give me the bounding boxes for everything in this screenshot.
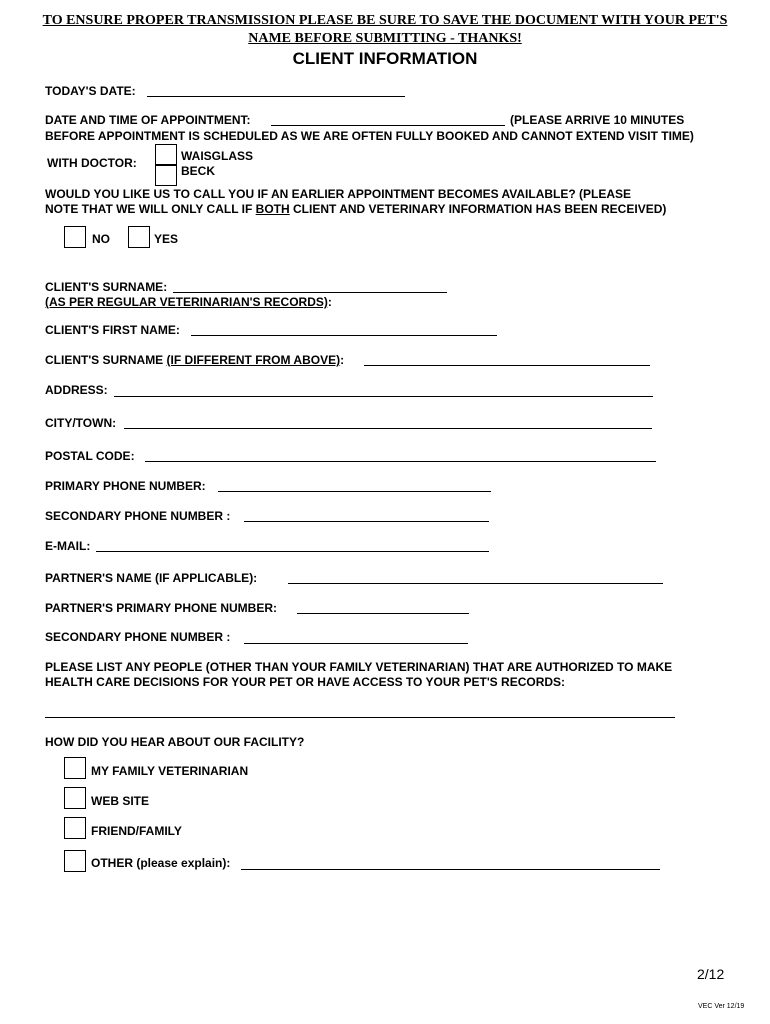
first-name-field[interactable] (191, 335, 497, 336)
email-label: E-MAIL: (45, 539, 91, 553)
appointment-label: DATE AND TIME OF APPOINTMENT: (45, 113, 251, 127)
hear-friend-family-checkbox[interactable] (64, 817, 86, 839)
version-label: VEC Ver 12/19 (698, 1003, 745, 1010)
partner-name-field[interactable] (288, 583, 663, 584)
secondary-phone-field[interactable] (244, 521, 489, 522)
todays-date-field[interactable] (147, 96, 405, 97)
partner-name-label: PARTNER'S NAME (IF APPLICABLE): (45, 571, 258, 585)
call-question-emphasis: BOTH (255, 202, 290, 216)
surname-note-colon: : (327, 295, 332, 309)
hear-friend-family-label: FRIEND/FAMILY (91, 824, 182, 838)
banner-line-1: TO ENSURE PROPER TRANSMISSION PLEASE BE SURE TO SAVE THE DOCUMENT WITH YOUR PET'S (42, 13, 728, 28)
call-question-text-b: CLIENT AND VETERINARY INFORMATION HAS BEEN RECEIVED) (289, 202, 667, 216)
postal-code-field[interactable] (145, 461, 656, 462)
surname-field[interactable] (173, 292, 447, 293)
surname-note (45, 295, 332, 309)
primary-phone-field[interactable] (218, 491, 491, 492)
city-field[interactable] (124, 428, 652, 429)
partner-primary-phone-label: PARTNER'S PRIMARY PHONE NUMBER: (45, 601, 277, 615)
call-question-line-1: WOULD YOU LIKE US TO CALL YOU IF AN EARLIER APPOINTMENT BECOMES AVAILABLE? (PLEASE (45, 187, 632, 201)
call-yes-label: YES (154, 232, 179, 246)
hear-website-label: WEB SITE (91, 794, 150, 808)
partner-secondary-phone-field[interactable] (244, 643, 468, 644)
surname-different-field[interactable] (364, 365, 650, 366)
todays-date-label: TODAY'S DATE: (45, 84, 136, 98)
authorized-people-line-2: HEALTH CARE DECISIONS FOR YOUR PET OR HAVE ACCESS TO YOUR PET'S RECORDS: (45, 675, 566, 689)
address-label: ADDRESS: (45, 383, 108, 397)
doctor-beck-label: BECK (181, 164, 216, 178)
hear-family-vet-checkbox[interactable] (64, 757, 86, 779)
hear-family-vet-label: MY FAMILY VETERINARIAN (91, 764, 249, 778)
banner-line-2: NAME BEFORE SUBMITTING - THANKS! (248, 31, 522, 46)
call-question-text-a: NOTE THAT WE WILL ONLY CALL IF (45, 202, 256, 216)
partner-primary-phone-field[interactable] (297, 613, 469, 614)
page-number: 2/12 (697, 966, 725, 982)
primary-phone-label: PRIMARY PHONE NUMBER: (45, 479, 206, 493)
postal-code-label: POSTAL CODE: (45, 449, 135, 463)
doctor-waisglass-label: WAISGLASS (181, 149, 254, 163)
first-name-label: CLIENT'S FIRST NAME: (45, 323, 180, 337)
hear-other-field[interactable] (241, 869, 660, 870)
doctor-beck-checkbox[interactable] (155, 165, 177, 186)
call-no-checkbox[interactable] (64, 226, 86, 248)
with-doctor-label: WITH DOCTOR: (47, 156, 137, 170)
surname-different-colon: : (340, 353, 345, 367)
hear-website-checkbox[interactable] (64, 787, 86, 809)
call-no-label: NO (92, 232, 110, 246)
authorized-people-field[interactable] (45, 717, 675, 718)
hear-about-question: HOW DID YOU HEAR ABOUT OUR FACILITY? (45, 735, 305, 749)
partner-secondary-phone-label: SECONDARY PHONE NUMBER : (45, 630, 231, 644)
authorized-people-line-1: PLEASE LIST ANY PEOPLE (OTHER THAN YOUR FAMILY VETERINARIAN) THAT ARE AUTHORIZED TO MAKE (45, 660, 673, 674)
call-question-line-2 (45, 202, 666, 216)
save-notice-banner (20, 12, 750, 48)
surname-different-emphasis: (IF DIFFERENT FROM ABOVE) (166, 353, 341, 367)
appointment-field[interactable] (271, 125, 505, 126)
hear-other-checkbox[interactable] (64, 850, 86, 872)
doctor-waisglass-checkbox[interactable] (155, 144, 177, 165)
call-yes-checkbox[interactable] (128, 226, 150, 248)
surname-label: CLIENT'S SURNAME: (45, 280, 168, 294)
surname-different-label (45, 353, 344, 367)
surname-note-text: (AS PER REGULAR VETERINARIAN'S RECORDS) (45, 295, 328, 309)
arrive-note-1: (PLEASE ARRIVE 10 MINUTES (510, 113, 685, 127)
arrive-note-2: BEFORE APPOINTMENT IS SCHEDULED AS WE ARE OFTEN FULLY BOOKED AND CANNOT EXTEND VISIT TIME) (45, 129, 694, 143)
page-title: CLIENT INFORMATION (292, 49, 478, 68)
surname-different-text: CLIENT'S SURNAME (45, 353, 167, 367)
email-field[interactable] (96, 551, 489, 552)
secondary-phone-label: SECONDARY PHONE NUMBER : (45, 509, 231, 523)
hear-other-label: OTHER (please explain): (91, 856, 231, 870)
address-field[interactable] (114, 396, 653, 397)
city-label: CITY/TOWN: (45, 416, 117, 430)
